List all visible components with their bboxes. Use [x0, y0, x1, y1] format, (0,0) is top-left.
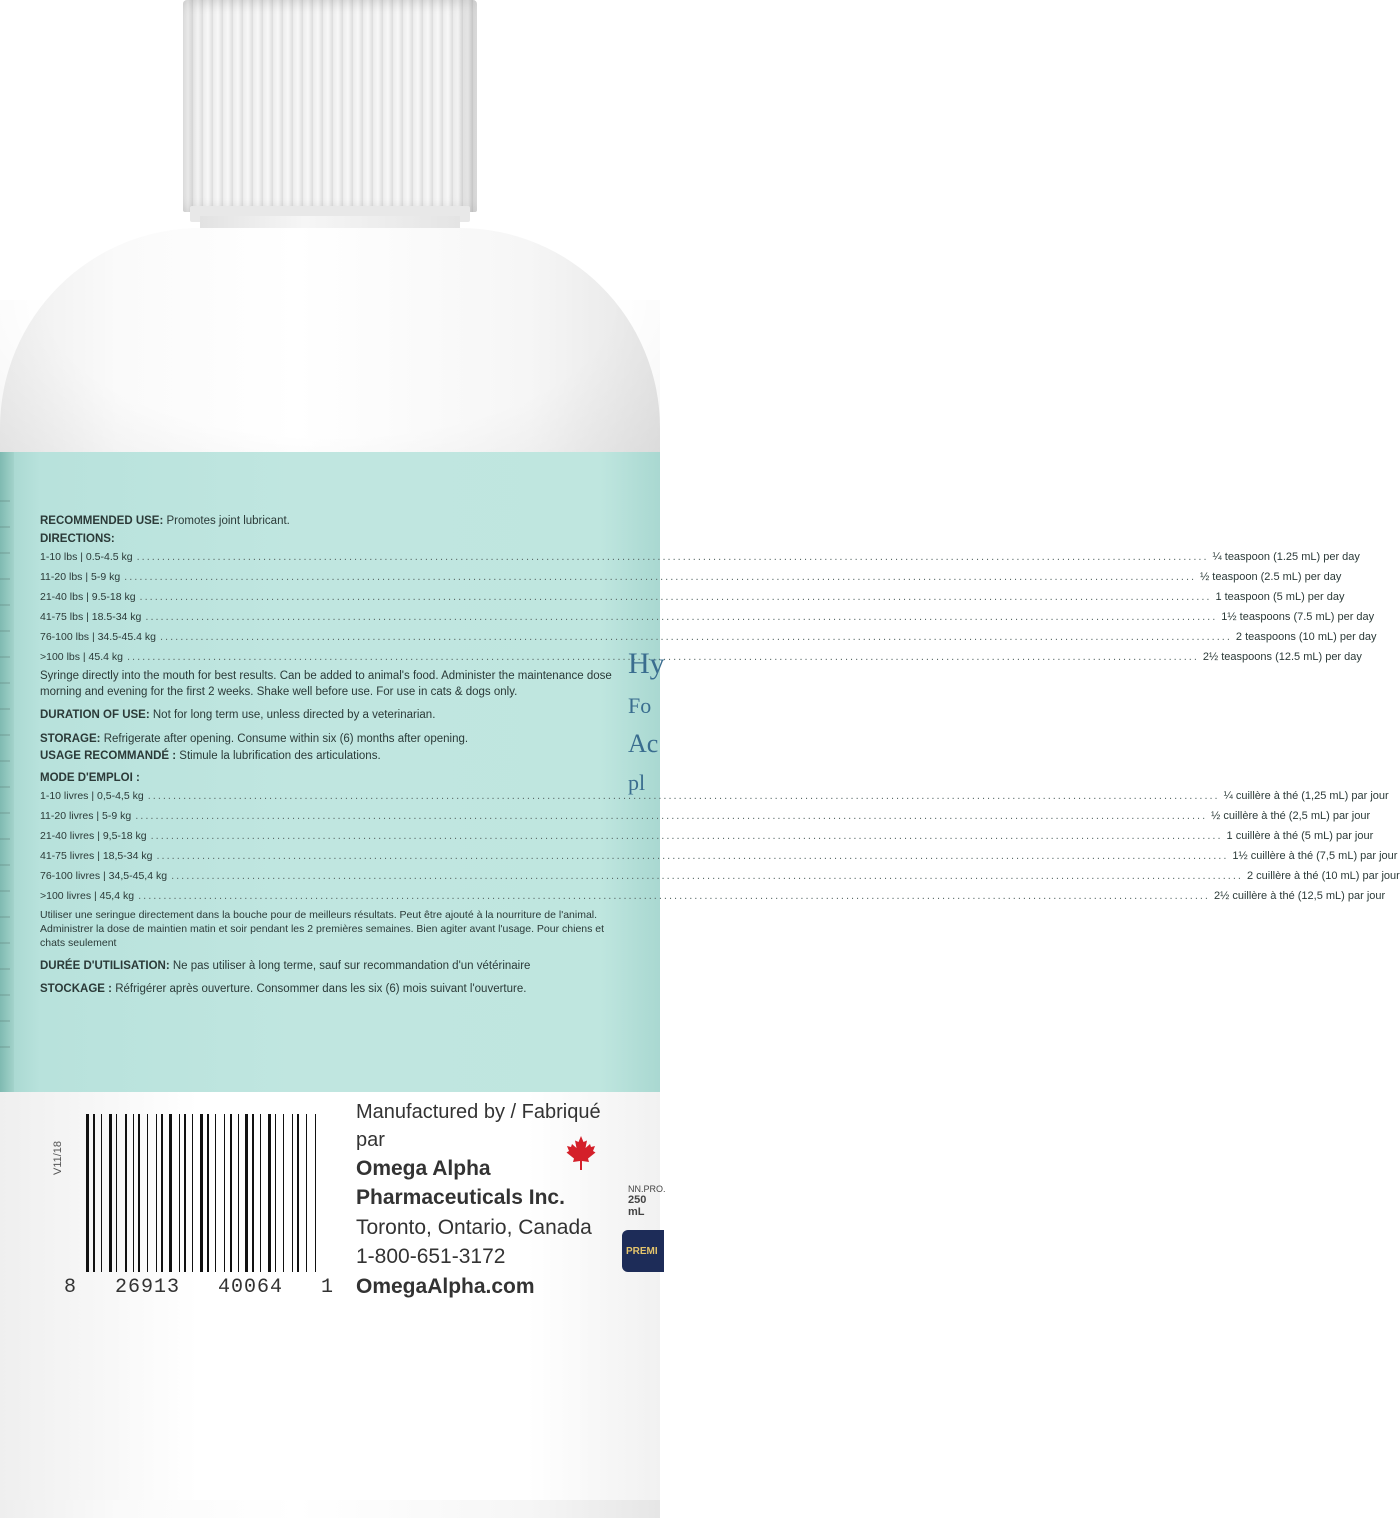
- barcode-bar: [184, 1114, 186, 1272]
- dosage-amount: ½ cuillère à thé (2,5 mL) par jour: [1211, 810, 1371, 823]
- dosage-amount: 2 cuillère à thé (10 mL) par jour: [1246, 870, 1400, 883]
- dosage-row: [40, 587, 1345, 607]
- barcode-digit-group-3: 40064: [217, 1276, 283, 1299]
- manufacturer-phone: 1-800-651-3172: [356, 1245, 506, 1269]
- duration-en-label: DURATION OF USE:: [40, 709, 150, 722]
- storage-fr-text: Réfrigérer après ouverture. Consommer dans les six (6) mois suivant l'ouverture.: [112, 983, 527, 996]
- dotted-leader: [171, 866, 1243, 886]
- manufacturer-company-line1: Omega Alpha: [356, 1157, 491, 1180]
- dotted-leader: [124, 567, 1196, 587]
- barcode-digit-group-1: 8: [64, 1276, 78, 1299]
- barcode-bar: [93, 1114, 95, 1272]
- barcode-bar: [144, 1114, 146, 1272]
- barcode-bar: [218, 1114, 221, 1272]
- front-label-fragments: [628, 640, 665, 800]
- dosage-weight: 41-75 lbs | 18.5-34 kg: [40, 611, 142, 624]
- dotted-leader: [148, 786, 1220, 806]
- barcode-bar: [90, 1114, 91, 1272]
- barcode-bar: [167, 1114, 168, 1272]
- barcode-bar: [263, 1114, 265, 1272]
- barcode: [86, 1114, 320, 1272]
- barcode-bar: [181, 1114, 182, 1272]
- barcode-bar: [280, 1114, 282, 1272]
- bottle-shoulder-shading: [0, 300, 660, 460]
- barcode-bar: [303, 1114, 305, 1272]
- side-back-fragment-2: 250 mL: [628, 1194, 647, 1218]
- dosage-weight: >100 lbs | 45.4 kg: [40, 651, 123, 664]
- barcode-bar: [258, 1114, 259, 1272]
- recommended-use-fr: [40, 749, 626, 765]
- barcode-bar: [272, 1114, 273, 1272]
- barcode-bar: [309, 1114, 312, 1272]
- dosage-weight: 1-10 lbs | 0.5-4.5 kg: [40, 551, 133, 564]
- dosage-row: [40, 826, 1374, 846]
- dosage-amount: 2½ cuillère à thé (12,5 mL) par jour: [1213, 890, 1386, 903]
- dotted-leader: [137, 547, 1209, 567]
- dosage-weight: 21-40 livres | 9,5-18 kg: [40, 830, 147, 843]
- barcode-bar: [158, 1114, 159, 1272]
- dotted-leader: [145, 607, 1217, 627]
- side-back-fragments: [628, 1184, 666, 1218]
- dosage-row: [40, 627, 1377, 647]
- barcode-bar: [109, 1114, 112, 1272]
- version-code: V11/18: [52, 1140, 64, 1175]
- bottle-cap: [183, 0, 477, 212]
- dosage-weight: 11-20 livres | 5-9 kg: [40, 810, 132, 823]
- barcode-bar: [286, 1114, 289, 1272]
- directions-fr-label: MODE D'EMPLOI :: [40, 771, 140, 784]
- barcode-bar: [268, 1114, 271, 1272]
- barcode-bar: [190, 1114, 191, 1272]
- barcode-bar: [236, 1114, 237, 1272]
- barcode-bar: [86, 1114, 89, 1272]
- front-fragment-1: Hy: [628, 647, 665, 680]
- barcode-bar: [161, 1114, 163, 1272]
- dosage-table-fr: [40, 786, 1400, 906]
- dotted-leader: [156, 846, 1228, 866]
- manufacturer-company-line2: Pharmaceuticals Inc.: [356, 1186, 565, 1210]
- barcode-bar: [213, 1114, 214, 1272]
- instructions-en: Syringe directly into the mouth for best results. Can be added to animal's food. Administer the maintenance dose morning and evening for the first 2 weeks. Shake well before use. For use in cats & dogs only.: [40, 670, 612, 698]
- barcode-bar: [116, 1114, 117, 1272]
- barcode-bar: [192, 1114, 193, 1272]
- dosage-weight: 21-40 lbs | 9.5-18 kg: [40, 591, 136, 604]
- barcode-bar: [121, 1114, 124, 1272]
- recommended-use-en-label: RECOMMENDED USE:: [40, 515, 164, 527]
- dosage-row: [40, 786, 1389, 806]
- barcode-digits: [64, 1276, 334, 1299]
- dosage-row: [40, 846, 1398, 866]
- barcode-bar: [249, 1114, 250, 1272]
- barcode-bar: [245, 1114, 248, 1272]
- barcode-bar: [252, 1114, 254, 1272]
- recommended-use-en: [40, 514, 626, 530]
- dosage-row: [40, 547, 1360, 567]
- dotted-leader: [138, 886, 1210, 906]
- dosage-amount: 1 cuillère à thé (5 mL) par jour: [1226, 830, 1374, 843]
- front-fragment-2: Fo: [628, 693, 652, 718]
- barcode-bar: [238, 1114, 239, 1272]
- barcode-bar: [260, 1114, 261, 1272]
- barcode-bar: [224, 1114, 225, 1272]
- recommended-use-fr-label: USAGE RECOMMANDÉ :: [40, 750, 177, 763]
- dosage-weight: 1-10 livres | 0,5-4,5 kg: [40, 790, 144, 803]
- barcode-bar: [125, 1114, 127, 1272]
- label-side-marks: [0, 500, 10, 1060]
- dosage-row: [40, 806, 1371, 826]
- dosage-amount: 1½ teaspoons (7.5 mL) per day: [1221, 611, 1375, 624]
- barcode-bar: [215, 1114, 216, 1272]
- barcode-bar: [294, 1114, 295, 1272]
- dosage-weight: 11-20 lbs | 5-9 kg: [40, 571, 121, 584]
- duration-en: [40, 708, 626, 724]
- barcode-bar: [174, 1114, 176, 1272]
- manufacturer-website: OmegaAlpha.com: [356, 1274, 535, 1298]
- directions-en-label: DIRECTIONS:: [40, 532, 115, 545]
- barcode-bar: [169, 1114, 172, 1272]
- duration-en-text: Not for long term use, unless directed by a veterinarian.: [149, 709, 436, 722]
- dosage-amount: 1 teaspoon (5 mL) per day: [1215, 591, 1345, 604]
- barcode-bar: [204, 1114, 205, 1272]
- barcode-bar: [135, 1114, 136, 1272]
- barcode-bar: [156, 1114, 157, 1272]
- storage-en-text: Refrigerate after opening. Consume within six (6) months after opening.: [100, 732, 469, 745]
- premium-badge: PREMI: [622, 1230, 664, 1272]
- duration-fr-label: DURÉE D'UTILISATION:: [40, 959, 170, 972]
- dosage-row: [40, 866, 1400, 886]
- barcode-bar: [315, 1114, 316, 1272]
- barcode-bar: [150, 1114, 153, 1272]
- barcode-bar: [104, 1114, 106, 1272]
- dosage-row: [40, 607, 1375, 627]
- barcode-bar: [230, 1114, 232, 1272]
- barcode-bar: [101, 1114, 102, 1272]
- dosage-amount: 2½ teaspoons (12.5 mL) per day: [1202, 651, 1362, 664]
- barcode-bar: [147, 1114, 148, 1272]
- barcode-bar: [179, 1114, 180, 1272]
- barcode-bar: [129, 1114, 130, 1272]
- dosage-weight: 76-100 lbs | 34.5-45.4 kg: [40, 631, 156, 644]
- storage-fr-label: STOCKAGE :: [40, 983, 112, 996]
- storage-fr: [40, 982, 626, 998]
- recommended-use-fr-text: Stimule la lubrification des articulations.: [176, 750, 381, 763]
- dosage-weight: 76-100 livres | 34,5-45,4 kg: [40, 870, 168, 883]
- dosage-amount: 1½ cuillère à thé (7,5 mL) par jour: [1232, 850, 1398, 863]
- barcode-bar: [275, 1114, 276, 1272]
- barcode-bar: [292, 1114, 293, 1272]
- barcode-bar: [207, 1114, 209, 1272]
- dotted-leader: [135, 806, 1207, 826]
- dosage-row: [40, 567, 1342, 587]
- front-fragment-3: Ac: [628, 729, 659, 759]
- manufacturer-city: Toronto, Ontario, Canada: [356, 1215, 592, 1239]
- front-fragment-4: pl: [628, 769, 646, 795]
- dotted-leader: [160, 627, 1232, 647]
- maple-leaf-icon: [566, 1135, 596, 1171]
- barcode-bar: [138, 1114, 140, 1272]
- dosage-amount: ¼ teaspoon (1.25 mL) per day: [1212, 551, 1360, 564]
- storage-en: [40, 732, 626, 748]
- dosage-row: [40, 886, 1386, 906]
- barcode-bar: [306, 1114, 307, 1272]
- dosage-amount: ½ teaspoon (2.5 mL) per day: [1200, 571, 1342, 584]
- dosage-weight: >100 livres | 45,4 kg: [40, 890, 135, 903]
- duration-fr: [40, 959, 626, 975]
- barcode-digit-group-2: 26913: [114, 1276, 180, 1299]
- barcode-bar: [297, 1114, 299, 1272]
- barcode-bar: [283, 1114, 284, 1272]
- barcode-bar: [226, 1114, 228, 1272]
- side-back-fragment-1: NN.PRO.: [628, 1184, 666, 1194]
- barcode-bar: [241, 1114, 242, 1272]
- recommended-use-en-text: Promotes joint lubricant.: [163, 515, 290, 527]
- dotted-leader: [151, 826, 1223, 846]
- barcode-bar: [195, 1114, 197, 1272]
- dotted-leader: [140, 587, 1212, 607]
- barcode-bar: [317, 1114, 318, 1272]
- barcode-digit-group-4: 1: [320, 1276, 334, 1299]
- barcode-bar: [113, 1114, 114, 1272]
- manufacturer-block: [356, 1098, 626, 1301]
- barcode-bar: [133, 1114, 134, 1272]
- barcode-bar: [98, 1114, 99, 1272]
- dosage-amount: ¼ cuillère à thé (1,25 mL) par jour: [1223, 790, 1389, 803]
- dosage-amount: 2 teaspoons (10 mL) per day: [1235, 631, 1377, 644]
- manufacturer-heading: Manufactured by / Fabriqué par: [356, 1101, 601, 1151]
- instructions-fr: Utiliser une seringue directement dans la bouche pour de meilleurs résultats. Peut être ajouté à la nourriture de l'animal. Administrer la dose de maintien matin et soir pendant les 2 premières semaines. Bien agiter avant l'usage. Pour chiens et chats seulement: [40, 909, 605, 950]
- barcode-bar: [200, 1114, 203, 1272]
- dosage-weight: 41-75 livres | 18,5-34 kg: [40, 850, 153, 863]
- storage-en-label: STORAGE:: [40, 732, 101, 745]
- duration-fr-text: Ne pas utiliser à long terme, sauf sur recommandation d'un vétérinaire: [169, 959, 531, 972]
